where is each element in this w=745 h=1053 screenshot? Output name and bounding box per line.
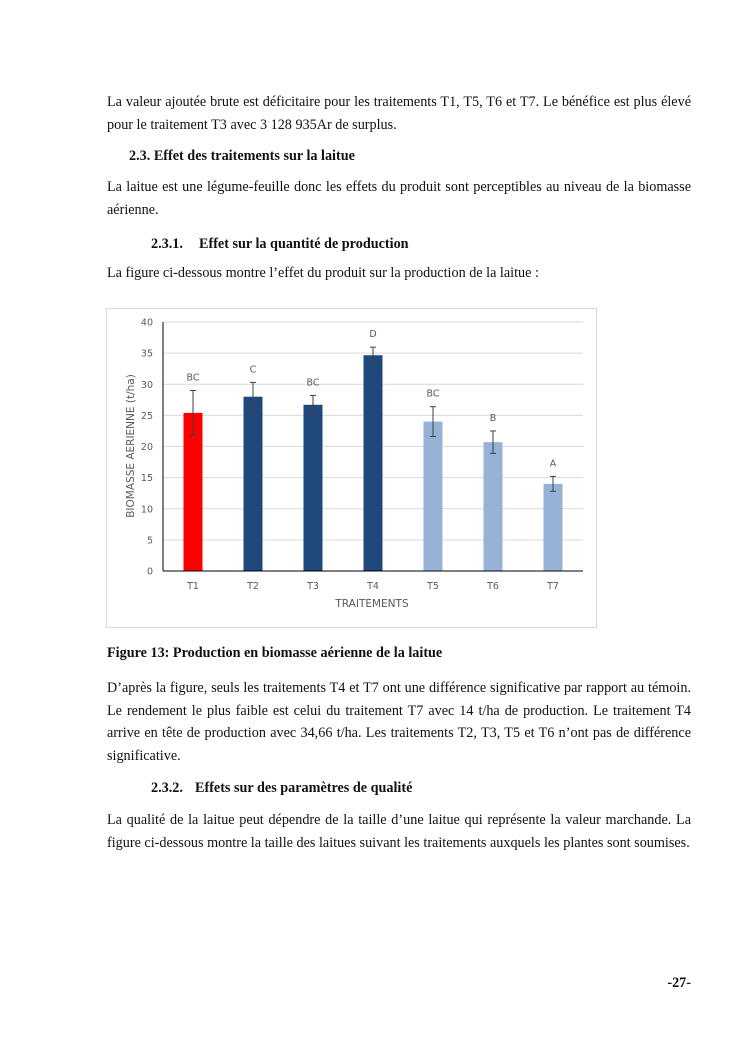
bar-t2: [244, 397, 263, 571]
x-tick-label: T7: [547, 581, 559, 592]
x-tick-label: T1: [187, 581, 199, 592]
y-tick-label: 15: [140, 473, 153, 485]
paragraph-analysis: D’après la figure, seuls les traitements T4 et T7 ont une différence significative par rapport au témoin. Le rendement le plus faible est celui du traitement T7 avec 14 t/ha de production. Le traitement T4 arrive en tête de production avec 34,66 t/ha. Les traitements T2, T3, T5 et T6 n’ont pas de différence significative.: [107, 680, 691, 764]
x-tick-label: T5: [427, 581, 439, 592]
y-tick-label: 10: [140, 504, 153, 516]
bar-t3: [304, 405, 323, 571]
chart-svg: [107, 309, 596, 627]
significance-label: B: [489, 412, 497, 424]
biomass-bar-chart: [106, 308, 597, 628]
subsection-heading-2-3-1: [151, 236, 409, 253]
significance-label: C: [249, 364, 257, 376]
y-tick-label: 5: [146, 535, 153, 547]
heading-text: Effets sur des paramètres de qualité: [195, 780, 413, 796]
y-tick-label: 25: [140, 410, 153, 422]
significance-label: BC: [186, 372, 200, 384]
bar-t6: [484, 442, 503, 571]
y-tick-label: 30: [140, 379, 153, 391]
heading-number: 2.3.2.: [151, 780, 183, 796]
y-tick-label: 40: [140, 317, 153, 329]
heading-text: Effet sur la quantité de production: [199, 236, 409, 252]
paragraph-intro: La valeur ajoutée brute est déficitaire pour les traitements T1, T5, T6 et T7. Le bénéfice est plus élevé pour le traitement T3 avec 3 128 935Ar de surplus.: [107, 94, 691, 133]
x-tick-label: T4: [367, 581, 379, 592]
paragraph-laitue: La laitue est une légume-feuille donc les effets du produit sont perceptibles au niveau de la biomasse aérienne.: [107, 179, 691, 218]
page-number: -27-: [667, 975, 691, 991]
bar-t5: [424, 422, 443, 571]
significance-label: D: [369, 329, 377, 341]
y-tick-label: 0: [146, 566, 153, 578]
significance-label: BC: [426, 388, 440, 400]
paragraph-quality: La qualité de la laitue peut dépendre de la taille d’une laitue qui représente la valeur marchande. La figure ci-dessous montre la taille des laitues suivant les traitements auxquels les plantes sont soumises.: [107, 812, 691, 851]
x-tick-label: T2: [247, 581, 259, 592]
significance-label: A: [549, 458, 557, 470]
bar-t4: [364, 355, 383, 571]
figure-caption: Figure 13: Production en biomasse aérienne de la laitue: [107, 645, 443, 661]
paragraph-figure-intro: La figure ci-dessous montre l’effet du produit sur la production de la laitue :: [107, 265, 539, 281]
heading-number: 2.3.1.: [151, 236, 183, 252]
x-tick-label: T3: [307, 581, 319, 592]
x-axis-title: TRAITEMENTS: [335, 598, 409, 610]
significance-label: BC: [306, 377, 320, 389]
section-heading-2-3: 2.3. Effet des traitements sur la laitue: [129, 148, 355, 164]
y-tick-label: 35: [140, 348, 153, 360]
y-axis-title: BIOMASSE AERIENNE (t/ha): [125, 374, 137, 518]
subsection-heading-2-3-2: [151, 780, 412, 797]
bar-t1: [184, 413, 203, 571]
y-tick-label: 20: [140, 442, 153, 453]
bar-t7: [544, 484, 563, 571]
x-tick-label: T6: [487, 581, 499, 592]
